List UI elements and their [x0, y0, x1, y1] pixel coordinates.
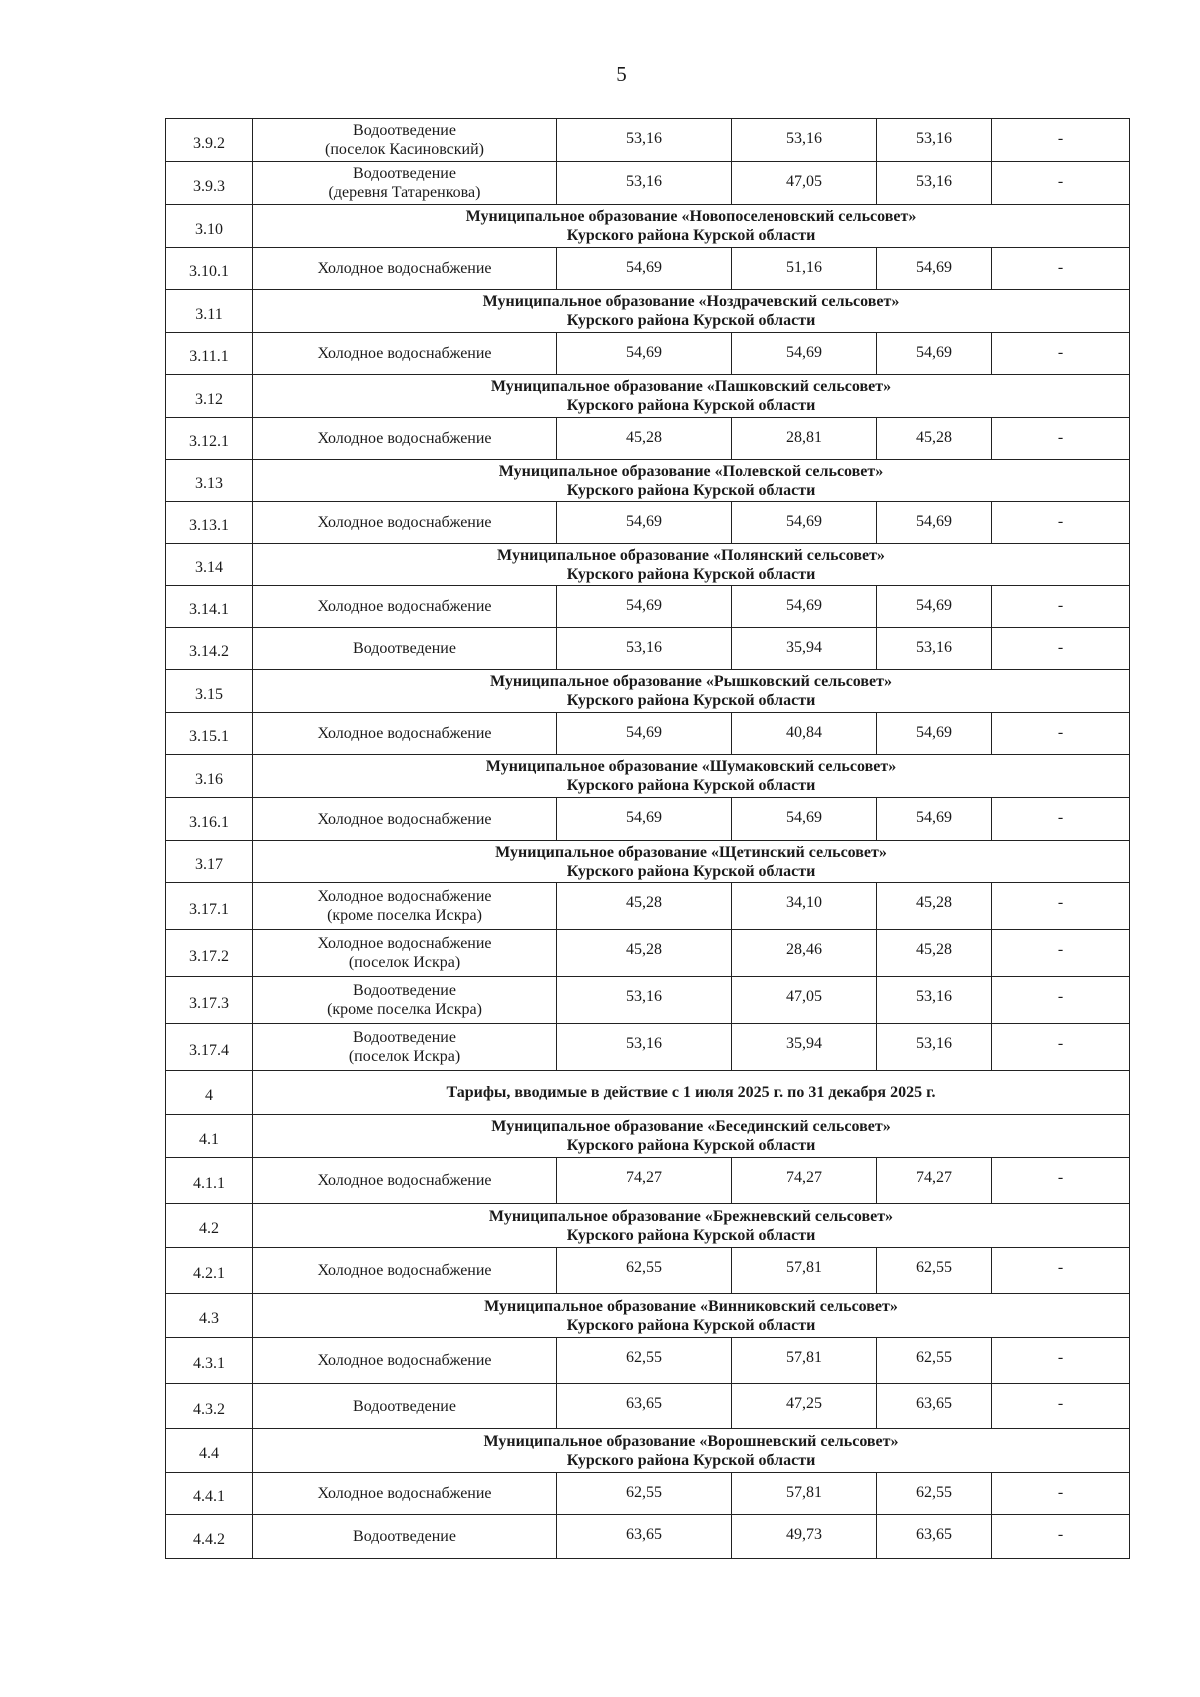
- tariff-value-1: 45,28: [557, 418, 732, 460]
- municipality-header-row: [166, 460, 1130, 502]
- service-name-line: (кроме поселка Искра): [327, 1001, 482, 1018]
- tariff-value-4: -: [992, 1515, 1130, 1559]
- row-number: 3.16.1: [166, 798, 253, 841]
- service-name-line: Холодное водоснабжение: [317, 430, 492, 447]
- tariff-value-1: 62,55: [557, 1338, 732, 1384]
- tariff-value-4: -: [992, 162, 1130, 205]
- service-name: [253, 1384, 557, 1429]
- municipality-header-row: [166, 290, 1130, 333]
- tariff-value-2: 54,69: [732, 586, 877, 628]
- tariff-value-1: 45,28: [557, 883, 732, 930]
- service-name: [253, 1473, 557, 1515]
- tariff-row: [166, 1248, 1130, 1294]
- tariff-value-2: 54,69: [732, 502, 877, 544]
- tariff-value-1: 53,16: [557, 977, 732, 1024]
- tariff-row: [166, 586, 1130, 628]
- municipality-title: [253, 205, 1130, 248]
- service-name-line: Водоотведение: [353, 1029, 456, 1046]
- tariff-value-3: 53,16: [877, 119, 992, 162]
- service-name: [253, 248, 557, 290]
- tariff-value-1: 53,16: [557, 628, 732, 670]
- service-name-line: Холодное водоснабжение: [317, 514, 492, 531]
- tariff-value-3: 53,16: [877, 977, 992, 1024]
- tariff-value-2: 57,81: [732, 1338, 877, 1384]
- tariff-value-3: 54,69: [877, 798, 992, 841]
- tariff-value-2: 47,25: [732, 1384, 877, 1429]
- tariff-value-3: 54,69: [877, 502, 992, 544]
- row-number: 4.4.2: [166, 1515, 253, 1559]
- tariff-value-2: 47,05: [732, 162, 877, 205]
- tariff-value-1: 54,69: [557, 586, 732, 628]
- tariff-value-2: 35,94: [732, 1024, 877, 1071]
- service-name-line: Холодное водоснабжение: [317, 260, 492, 277]
- header-line: Курского района Курской области: [566, 227, 816, 244]
- tariff-value-4: -: [992, 798, 1130, 841]
- row-number: 4.3: [166, 1294, 253, 1338]
- row-number: 3.12: [166, 375, 253, 418]
- service-name: [253, 628, 557, 670]
- tariff-row: [166, 119, 1130, 162]
- municipality-header-row: [166, 205, 1130, 248]
- tariff-value-3: 62,55: [877, 1473, 992, 1515]
- row-number: 3.17.1: [166, 883, 253, 930]
- tariff-row: [166, 930, 1130, 977]
- municipality-header-row: [166, 1294, 1130, 1338]
- section-header-row: [166, 1071, 1130, 1115]
- service-name: [253, 1158, 557, 1204]
- tariff-row: [166, 248, 1130, 290]
- service-name-line: Холодное водоснабжение: [317, 935, 492, 952]
- section-title: [253, 1071, 1130, 1115]
- service-name-line: Водоотведение: [353, 165, 456, 182]
- municipality-title: [253, 544, 1130, 586]
- row-number: 3.14: [166, 544, 253, 586]
- tariff-value-1: 63,65: [557, 1384, 732, 1429]
- tariff-value-4: -: [992, 586, 1130, 628]
- tariff-value-1: 53,16: [557, 119, 732, 162]
- service-name: [253, 798, 557, 841]
- tariff-row: [166, 713, 1130, 755]
- tariff-value-3: 62,55: [877, 1248, 992, 1294]
- service-name-line: (поселок Искра): [348, 954, 461, 971]
- tariff-value-1: 54,69: [557, 248, 732, 290]
- header-line: Муниципальное образование «Ворошневский сельсовет»: [483, 1432, 899, 1450]
- row-number: 4.3.1: [166, 1338, 253, 1384]
- municipality-header-row: [166, 1429, 1130, 1473]
- tariff-table-body: [166, 119, 1130, 1559]
- service-name: [253, 119, 557, 162]
- service-name: [253, 1515, 557, 1559]
- row-number: 4.4: [166, 1429, 253, 1473]
- tariff-value-4: -: [992, 1338, 1130, 1384]
- municipality-title: [253, 1204, 1130, 1248]
- municipality-title: [253, 1115, 1130, 1158]
- tariff-value-1: 53,16: [557, 162, 732, 205]
- tariff-value-3: 45,28: [877, 930, 992, 977]
- service-name-line: Водоотведение: [353, 1528, 456, 1545]
- tariff-value-4: -: [992, 1248, 1130, 1294]
- row-number: 3.14.2: [166, 628, 253, 670]
- tariff-value-1: 62,55: [557, 1473, 732, 1515]
- row-number: 3.13: [166, 460, 253, 502]
- row-number: 4.1: [166, 1115, 253, 1158]
- tariff-row: [166, 1473, 1130, 1515]
- tariff-table: [165, 118, 1130, 1559]
- service-name: [253, 930, 557, 977]
- tariff-value-4: -: [992, 1024, 1130, 1071]
- header-line: Курского района Курской области: [566, 1137, 816, 1154]
- tariff-value-2: 57,81: [732, 1473, 877, 1515]
- row-number: 3.17.3: [166, 977, 253, 1024]
- service-name: [253, 883, 557, 930]
- header-line: Курского района Курской области: [566, 777, 816, 794]
- tariff-row: [166, 1338, 1130, 1384]
- tariff-value-1: 74,27: [557, 1158, 732, 1204]
- service-name: [253, 333, 557, 375]
- service-name-line: Водоотведение: [353, 640, 456, 657]
- tariff-value-4: -: [992, 1473, 1130, 1515]
- tariff-value-2: 40,84: [732, 713, 877, 755]
- tariff-row: [166, 1024, 1130, 1071]
- tariff-value-4: -: [992, 418, 1130, 460]
- row-number: 3.10.1: [166, 248, 253, 290]
- header-line: Муниципальное образование «Рышковский сельсовет»: [489, 673, 892, 690]
- header-line: Курского района Курской области: [566, 565, 816, 583]
- tariff-row: [166, 798, 1130, 841]
- tariff-value-2: 28,46: [732, 930, 877, 977]
- tariff-value-1: 54,69: [557, 333, 732, 375]
- service-name-line: Водоотведение: [353, 1397, 456, 1415]
- tariff-value-3: 74,27: [877, 1158, 992, 1204]
- tariff-row: [166, 628, 1130, 670]
- municipality-title: [253, 460, 1130, 502]
- tariff-value-3: 45,28: [877, 883, 992, 930]
- row-number: 3.17.4: [166, 1024, 253, 1071]
- municipality-header-row: [166, 755, 1130, 798]
- header-line: Курского района Курской области: [566, 312, 816, 329]
- tariff-value-2: 53,16: [732, 119, 877, 162]
- tariff-value-4: -: [992, 883, 1130, 930]
- tariff-value-1: 54,69: [557, 502, 732, 544]
- row-number: 3.11.1: [166, 333, 253, 375]
- tariff-value-3: 63,65: [877, 1515, 992, 1559]
- service-name-line: Холодное водоснабжение: [317, 888, 492, 905]
- municipality-header-row: [166, 1115, 1130, 1158]
- tariff-value-2: 47,05: [732, 977, 877, 1024]
- tariff-value-3: 62,55: [877, 1338, 992, 1384]
- municipality-header-row: [166, 1204, 1130, 1248]
- tariff-value-3: 54,69: [877, 333, 992, 375]
- header-line: Муниципальное образование «Ноздрачевский сельсовет»: [482, 293, 900, 310]
- header-line: Курского района Курской области: [566, 481, 816, 499]
- service-name: [253, 1024, 557, 1071]
- row-number: 3.17: [166, 841, 253, 883]
- service-name-line: Холодное водоснабжение: [317, 598, 492, 615]
- row-number: 3.14.1: [166, 586, 253, 628]
- service-name: [253, 162, 557, 205]
- row-number: 4.4.1: [166, 1473, 253, 1515]
- row-number: 4: [166, 1071, 253, 1115]
- service-name: [253, 1248, 557, 1294]
- tariff-value-2: 57,81: [732, 1248, 877, 1294]
- header-line: Курского района Курской области: [566, 862, 816, 880]
- service-name-line: Холодное водоснабжение: [317, 345, 492, 362]
- tariff-value-3: 54,69: [877, 713, 992, 755]
- tariff-value-4: -: [992, 502, 1130, 544]
- tariff-value-3: 63,65: [877, 1384, 992, 1429]
- row-number: 3.15: [166, 670, 253, 713]
- service-name-line: (деревня Татаренкова): [328, 184, 481, 201]
- tariff-value-3: 45,28: [877, 418, 992, 460]
- header-line: Муниципальное образование «Брежневский сельсовет»: [488, 1207, 894, 1225]
- tariff-value-2: 54,69: [732, 798, 877, 841]
- page-number: 5: [616, 62, 627, 86]
- service-name-line: Холодное водоснабжение: [317, 1485, 492, 1502]
- tariff-value-3: 54,69: [877, 248, 992, 290]
- header-line: Муниципальное образование «Полевской сельсовет»: [498, 462, 884, 480]
- service-name-line: (кроме поселка Искра): [327, 907, 482, 924]
- service-name-line: Холодное водоснабжение: [317, 1352, 492, 1369]
- row-number: 3.13.1: [166, 502, 253, 544]
- municipality-title: [253, 375, 1130, 418]
- service-name: [253, 1338, 557, 1384]
- tariff-value-2: 51,16: [732, 248, 877, 290]
- header-line: Муниципальное образование «Щетинский сельсовет»: [495, 843, 887, 861]
- header-line: Муниципальное образование «Новопоселеновский сельсовет»: [465, 208, 917, 225]
- tariff-row: [166, 1515, 1130, 1559]
- tariff-value-2: 28,81: [732, 418, 877, 460]
- tariff-row: [166, 1384, 1130, 1429]
- tariff-value-4: -: [992, 248, 1130, 290]
- tariff-value-4: -: [992, 119, 1130, 162]
- row-number: 4.1.1: [166, 1158, 253, 1204]
- row-number: 3.11: [166, 290, 253, 333]
- municipality-title: [253, 670, 1130, 713]
- tariff-value-4: -: [992, 1158, 1130, 1204]
- tariff-value-4: -: [992, 930, 1130, 977]
- tariff-value-1: 54,69: [557, 713, 732, 755]
- header-line: Курского района Курской области: [566, 1226, 816, 1244]
- tariff-value-3: 54,69: [877, 586, 992, 628]
- service-name-line: Холодное водоснабжение: [317, 810, 492, 828]
- tariff-value-2: 49,73: [732, 1515, 877, 1559]
- tariff-value-4: -: [992, 977, 1130, 1024]
- tariff-row: [166, 883, 1130, 930]
- service-name-line: Холодное водоснабжение: [317, 725, 492, 742]
- service-name-line: (поселок Искра): [348, 1048, 461, 1065]
- tariff-value-4: -: [992, 713, 1130, 755]
- tariff-value-4: -: [992, 1384, 1130, 1429]
- municipality-title: [253, 755, 1130, 798]
- tariff-row: [166, 502, 1130, 544]
- tariff-value-2: 54,69: [732, 333, 877, 375]
- municipality-title: [253, 841, 1130, 883]
- tariff-value-1: 53,16: [557, 1024, 732, 1071]
- service-name-line: Холодное водоснабжение: [317, 1262, 492, 1279]
- row-number: 3.10: [166, 205, 253, 248]
- service-name: [253, 418, 557, 460]
- row-number: 4.2.1: [166, 1248, 253, 1294]
- header-line: Муниципальное образование «Винниковский сельсовет»: [484, 1297, 898, 1315]
- header-line: Муниципальное образование «Пашковский сельсовет»: [490, 378, 892, 395]
- tariff-row: [166, 977, 1130, 1024]
- row-number: 3.16: [166, 755, 253, 798]
- tariff-row: [166, 333, 1130, 375]
- service-name-line: (поселок Касиновский): [324, 141, 485, 158]
- tariff-value-2: 74,27: [732, 1158, 877, 1204]
- header-line: Курского района Курской области: [566, 692, 816, 709]
- row-number: 3.9.2: [166, 119, 253, 162]
- tariff-value-2: 35,94: [732, 628, 877, 670]
- municipality-header-row: [166, 670, 1130, 713]
- municipality-title: [253, 1294, 1130, 1338]
- tariff-value-4: -: [992, 333, 1130, 375]
- tariff-value-1: 62,55: [557, 1248, 732, 1294]
- tariff-value-1: 54,69: [557, 798, 732, 841]
- service-name-line: Водоотведение: [353, 122, 456, 139]
- tariff-value-1: 45,28: [557, 930, 732, 977]
- service-name: [253, 977, 557, 1024]
- tariff-value-2: 34,10: [732, 883, 877, 930]
- service-name: [253, 502, 557, 544]
- header-line: Муниципальное образование «Шумаковский сельсовет»: [485, 758, 897, 775]
- municipality-header-row: [166, 544, 1130, 586]
- tariff-row: [166, 418, 1130, 460]
- header-line: Курского района Курской области: [566, 1451, 816, 1469]
- header-line: Муниципальное образование «Полянский сельсовет»: [497, 546, 885, 564]
- tariff-value-3: 53,16: [877, 628, 992, 670]
- service-name-line: Холодное водоснабжение: [317, 1172, 492, 1189]
- header-line: Муниципальное образование «Бесединский сельсовет»: [491, 1118, 891, 1135]
- header-line: Курского района Курской области: [566, 1316, 816, 1334]
- municipality-title: [253, 1429, 1130, 1473]
- service-name-line: Водоотведение: [353, 982, 456, 999]
- tariff-row: [166, 1158, 1130, 1204]
- municipality-header-row: [166, 841, 1130, 883]
- tariff-value-3: 53,16: [877, 1024, 992, 1071]
- row-number: 3.12.1: [166, 418, 253, 460]
- row-number: 3.9.3: [166, 162, 253, 205]
- service-name: [253, 586, 557, 628]
- row-number: 3.17.2: [166, 930, 253, 977]
- tariff-row: [166, 162, 1130, 205]
- row-number: 4.3.2: [166, 1384, 253, 1429]
- row-number: 3.15.1: [166, 713, 253, 755]
- header-line: Тарифы, вводимые в действие с 1 июля 2025 г. по 31 декабря 2025 г.: [446, 1084, 936, 1101]
- tariff-value-1: 63,65: [557, 1515, 732, 1559]
- municipality-header-row: [166, 375, 1130, 418]
- row-number: 4.2: [166, 1204, 253, 1248]
- tariff-value-4: -: [992, 628, 1130, 670]
- service-name: [253, 713, 557, 755]
- municipality-title: [253, 290, 1130, 333]
- header-line: Курского района Курской области: [566, 397, 816, 414]
- tariff-value-3: 53,16: [877, 162, 992, 205]
